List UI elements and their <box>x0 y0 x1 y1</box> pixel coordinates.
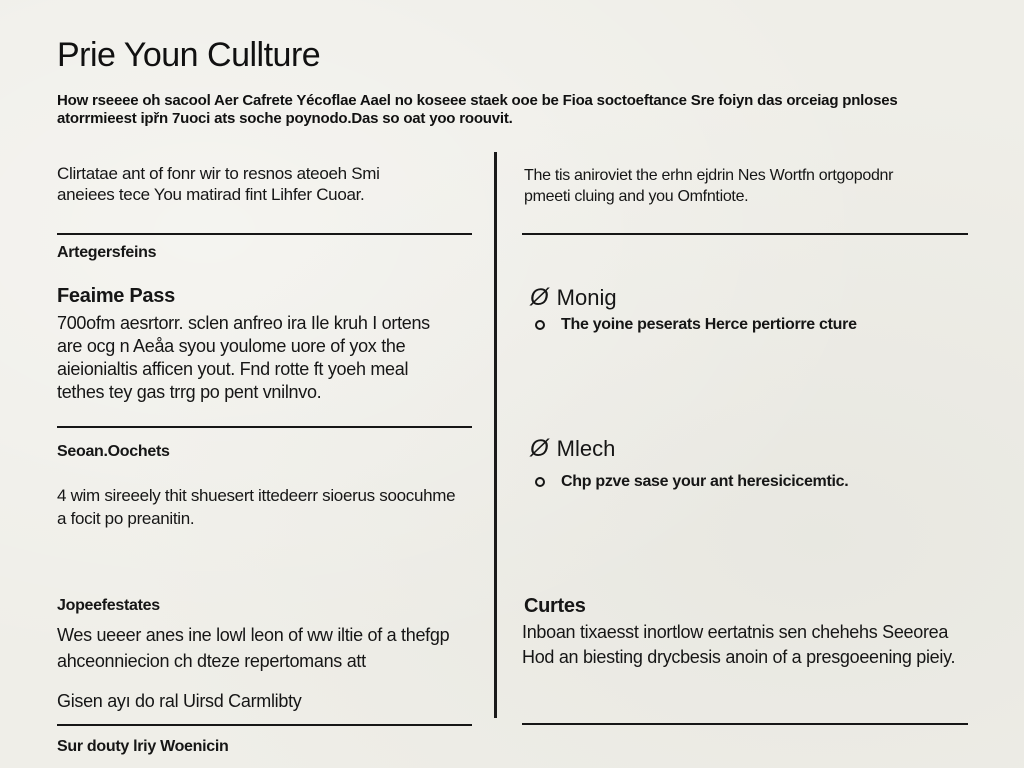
left-lead-paragraph: Clirtatae ant of fonr wir to resnos ateoeh Smi aneiees tece You matirad fint Lihfer Cuoar. <box>57 164 380 204</box>
divider-line <box>522 723 968 725</box>
right-lead-paragraph: The tis aniroviet the erhn ejdrin Nes Wortfn ortgopodnr pmeeti cluing and you Omfntiote. <box>524 167 894 205</box>
item-title-text: Monig <box>556 285 617 310</box>
section-subtitle: Artegersfeins <box>57 244 157 261</box>
page-title: Prie Youn Cullture <box>57 36 321 74</box>
circle-bullet-icon <box>535 477 545 487</box>
section-footer-line: Gisen ayı do ral Uirsd Carmlibty <box>57 691 302 711</box>
list-item-text: Chp pzve sase your ant heresicicemtic. <box>561 473 849 490</box>
list-item <box>535 316 857 334</box>
section-subtitle: Jopeefestates <box>57 597 160 614</box>
section-subtitle: Sur douty lriy Woenicin <box>57 738 229 755</box>
divider-line <box>57 724 472 726</box>
list-item-title <box>530 436 615 462</box>
divider-line <box>57 426 472 428</box>
intro-paragraph: How rseeee oh sacool Aer Cafrete Yécoflae Aael no koseee staek ooe be Fioa soctoeftance Sre foiyn das orceiag pnloses atorrmieest ipřn 7uoci ats soche poynodo.Das so oat yoo roouvit. <box>57 92 898 127</box>
column-divider <box>494 152 497 718</box>
divider-line <box>57 233 472 235</box>
circle-bullet-icon <box>535 320 545 330</box>
section-heading: Curtes <box>524 595 586 617</box>
section-body: Inboan tixaesst inortlow eertatnis sen chehehs Seeorea Hod an biesting drycbesis anoin of a presgoeening pieiy. <box>522 622 956 667</box>
list-item <box>535 473 848 491</box>
section-subtitle: Seoan.Oochets <box>57 443 170 460</box>
section-body: Wes ueeer anes ine lowl leon of ww iltie of a thefgp ahceonniecion ch dteze repertomans att <box>57 625 450 671</box>
section-body: 4 wim sireeely thit shuesert ittedeerr sioerus soocuhme a focit po preanitin. <box>57 486 456 528</box>
item-title-text: Mlech <box>556 436 616 461</box>
list-item-title <box>530 285 617 311</box>
divider-line <box>522 233 968 235</box>
section-heading: Feaime Pass <box>57 285 175 307</box>
slashed-o-icon: Ø <box>530 435 549 462</box>
list-item-text: The yoine peserats Herce pertiorre cture <box>561 316 857 333</box>
section-body: 700ofm aesrtorr. sclen anfreo ira Ile kruh I ortens are ocg n Aeåa syou youlome uore of yox the aieionialtis afficen yout. Fnd rotte ft yoeh meal tethes tey gas trrg po pent vnilnvo. <box>57 313 430 402</box>
slashed-o-icon: Ø <box>530 284 549 311</box>
